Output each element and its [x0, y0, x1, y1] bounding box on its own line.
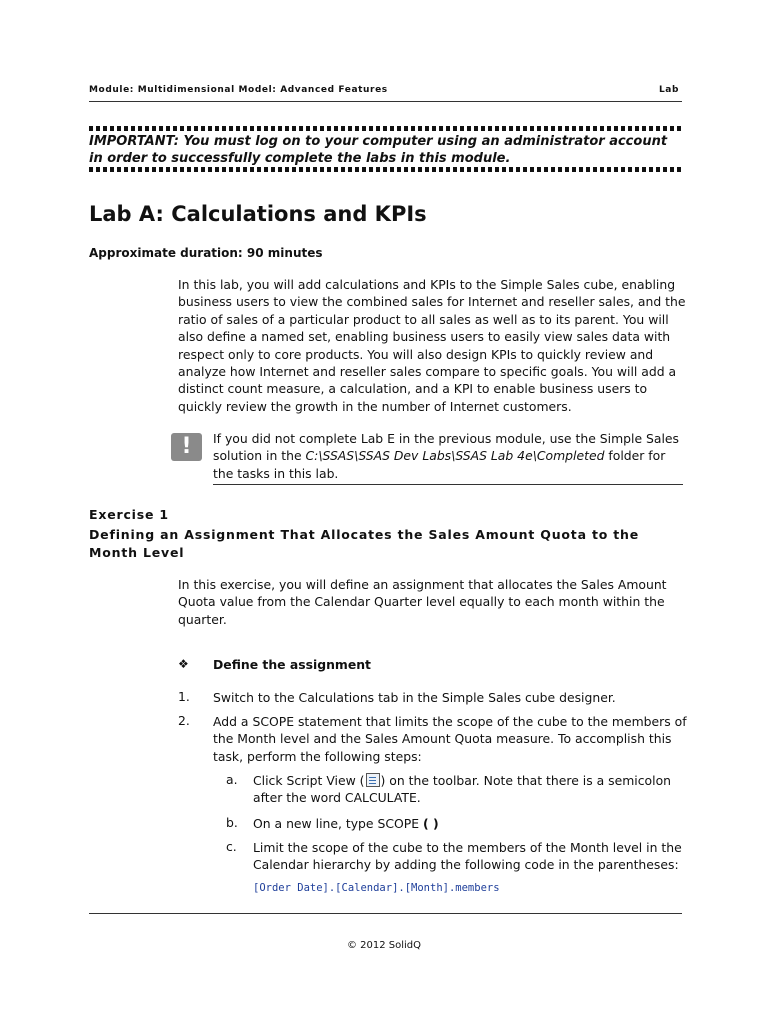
- footer-copyright: © 2012 SolidQ: [346, 940, 422, 951]
- footer-divider: [89, 913, 682, 914]
- lab-duration: [89, 246, 323, 260]
- step-number: 2.: [178, 713, 190, 728]
- warning-icon: !: [171, 433, 202, 461]
- substep-text-before: On a new line, type SCOPE: [253, 816, 423, 831]
- duration-value: 90 minutes: [246, 246, 323, 260]
- task-title: Define the assignment: [213, 657, 371, 672]
- note-path: C:\SSAS\SSAS Dev Labs\SSAS Lab 4e\Completed: [305, 448, 605, 464]
- lab-intro: In this lab, you will add calculations and KPIs to the Simple Sales cube, enabling business users to view the combined sales for Internet and reseller sales, and the ratio of sales of a particular product to all sales as well as to its parent. You will also define a named set, enabling business users to easily view sales data with respect only to core products. You will also design KPIs to quickly review and analyze how Internet and reseller sales compare to specific goals. You will add a distinct count measure, a calculation, and a KPI to enable business users to quickly review the growth in the number of Internet customers.: [178, 277, 686, 414]
- important-notice: IMPORTANT: You must log on to your computer using an administrator account in order to successfully complete the labs in this module.: [89, 134, 668, 166]
- note-divider: [213, 484, 683, 485]
- note-text-after: folder for the tasks in this lab.: [213, 448, 666, 481]
- substep-text: Limit the scope of the cube to the members of the Month level in the Calendar hierarchy by adding the following code in the parentheses:: [253, 840, 682, 873]
- note-text: [213, 430, 683, 482]
- important-top-border: [89, 126, 682, 131]
- section-label: Lab: [658, 85, 679, 95]
- code-snippet: [Order Date].[Calendar].[Month].members: [253, 882, 500, 894]
- step-text: Switch to the Calculations tab in the Simple Sales cube designer.: [213, 690, 616, 705]
- important-bottom-border: [89, 167, 682, 172]
- exercise-intro: In this exercise, you will define an assignment that allocates the Sales Amount Quota value from the Calendar Quarter level equally to each month within the quarter.: [178, 577, 667, 627]
- lab-title: Lab A: Calculations and KPIs: [89, 202, 427, 226]
- header-divider: [89, 101, 682, 102]
- step-number: 1.: [178, 689, 190, 704]
- substep-text: [253, 815, 688, 832]
- module-title: Module: Multidimensional Model: Advanced Features: [89, 85, 388, 95]
- exercise-title: Defining an Assignment That Allocates the Sales Amount Quota to the Month Level: [89, 527, 640, 560]
- exercise-label: Exercise 1: [89, 507, 169, 522]
- duration-label: Approximate duration:: [89, 246, 243, 260]
- substep-text: [253, 772, 688, 807]
- substep-letter: c.: [226, 839, 237, 854]
- task-bullet-icon: ❖: [178, 657, 189, 671]
- substep-letter: a.: [226, 772, 238, 787]
- script-view-icon: [366, 773, 380, 787]
- substep-text-before: Click Script View (: [253, 773, 365, 788]
- substep-letter: b.: [226, 815, 238, 830]
- step-text: Add a SCOPE statement that limits the scope of the cube to the members of the Month level and the Sales Amount Quota measure. To accomplish this task, perform the following steps:: [213, 714, 687, 764]
- note-text-before: If you did not complete Lab E in the previous module, use the Simple Sales solution in the: [213, 431, 679, 464]
- running-header: [89, 85, 679, 99]
- substep-text-after: ) on the toolbar. Note that there is a semicolon after the word CALCULATE.: [253, 773, 672, 806]
- scope-parentheses: ( ): [423, 816, 439, 831]
